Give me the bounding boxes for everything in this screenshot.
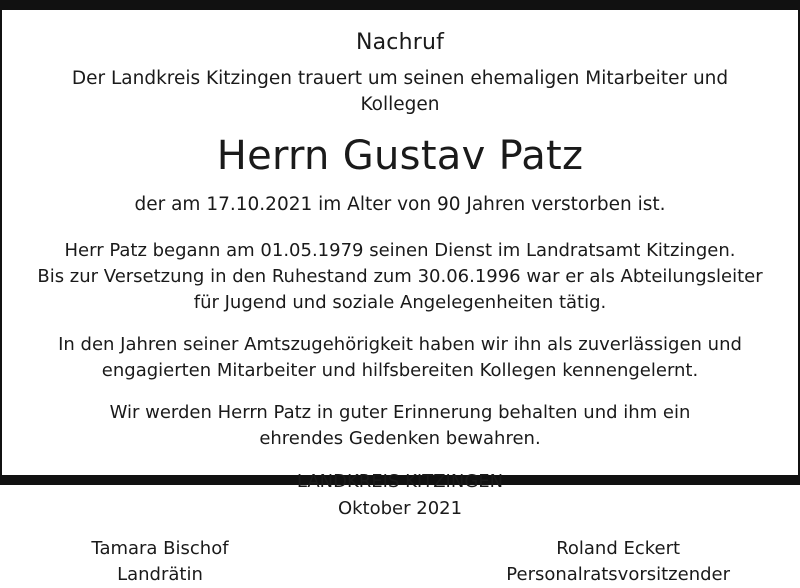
signatories xyxy=(32,536,768,588)
signatory-name: Tamara Bischof xyxy=(91,538,229,559)
obituary-intro-text: Der Landkreis Kitzingen trauert um seinen ehemaligen Mitarbeiter und Kollegen xyxy=(71,68,729,115)
paragraph-line: Herr Patz begann am 01.05.1979 seinen Dienst im Landratsamt Kitzingen. xyxy=(64,240,736,261)
signatory-left xyxy=(70,536,250,588)
obituary-paragraph-3 xyxy=(32,400,768,452)
signatory-right xyxy=(506,536,730,588)
paragraph-line: ehrendes Gedenken bewahren. xyxy=(259,428,541,449)
paragraph-line: für Jugend und soziale Angelegenheiten tätig. xyxy=(193,292,607,313)
paragraph-line: Wir werden Herrn Patz in guter Erinnerung behalten und ihm ein xyxy=(109,402,691,423)
deceased-name: Herrn Gustav Patz xyxy=(216,133,584,179)
obituary-paragraph-2 xyxy=(32,332,768,384)
signatory-role: Personalratsvorsitzender xyxy=(506,564,730,585)
organization-name: LANDKREIS KITZINGEN xyxy=(296,471,504,492)
paragraph-line: engagierten Mitarbeiter und hilfsbereiten Kollegen kennengelernt. xyxy=(101,360,699,381)
obituary-heading: Nachruf xyxy=(355,30,445,55)
death-details: der am 17.10.2021 im Alter von 90 Jahren verstorben ist. xyxy=(134,194,666,215)
signatory-role: Landrätin xyxy=(117,564,203,585)
paragraph-line: In den Jahren seiner Amtszugehörigkeit haben wir ihn als zuverlässigen und xyxy=(58,334,742,355)
obituary-paragraph-1 xyxy=(32,238,768,316)
signatory-name: Roland Eckert xyxy=(556,538,681,559)
paragraph-line: Bis zur Versetzung in den Ruhestand zum 30.06.1996 war er als Abteilungsleiter xyxy=(37,266,763,287)
publication-date: Oktober 2021 xyxy=(337,498,463,519)
